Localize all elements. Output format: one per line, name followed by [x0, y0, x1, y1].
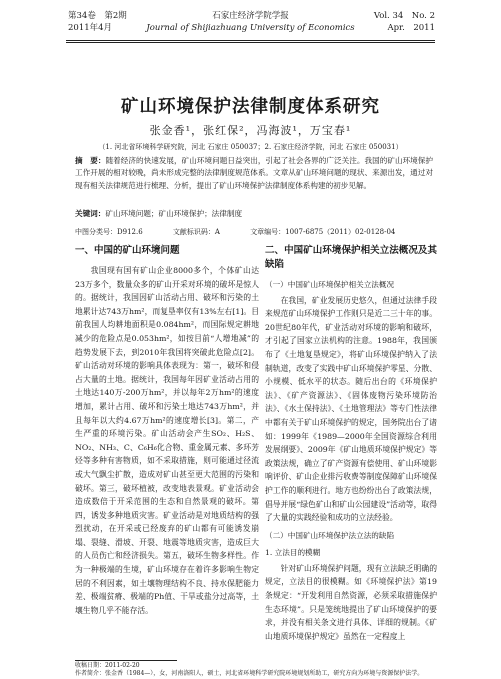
header-rule-thin	[66, 42, 435, 43]
section-2-heading: 二、中国矿山环境保护相关立法概况及其缺陷	[265, 245, 437, 270]
article-no: 文章编号：1007-6875（2011）02-0128-04	[250, 228, 396, 236]
authors: 张金香¹，张红保²，冯海波¹，万宝春¹	[149, 124, 352, 137]
running-header	[0, 0, 501, 40]
abstract-text: 随着经济的快速发展，矿山环境问题日益突出，引起了社会各界的广泛关注。我国的矿山环境保护工作开展的相对较晚，尚未形成完整的法律制度规范体系。文章从矿山环境问题的现状、来源出发，通过对现有相关法律规范进行梳理、分析，提出了矿山环境保护法律制度体系构建的初步见解。	[75, 156, 434, 190]
class-no: 中图分类号：D912.6	[75, 228, 143, 236]
header-rule	[66, 40, 435, 41]
section-1-heading: 一、中国的矿山环境问题	[75, 245, 180, 256]
date-cn: 2011年4月	[68, 23, 113, 33]
journal-en: Journal of Shijiazhuang University of Economics	[146, 23, 355, 33]
right-column	[265, 244, 437, 643]
footnote-rule	[75, 660, 177, 661]
subsection-1-heading: （一）中国矿山环境保护相关立法概况	[265, 280, 395, 289]
subsection-2-heading: （二）中国矿山环境保护法立法的缺陷	[265, 530, 395, 540]
date-en: Apr. 2011	[387, 23, 435, 33]
vol-issue-en: Vol. 34 No. 2	[373, 11, 435, 21]
subsection-1-paragraph: 在我国，矿业发展历史悠久，但通过法律手段来规范矿山环境保护工作则只是近二三十年的事。20世纪80年代，矿业活动对环境的影响和破坏，才引起了国家立法机构的注意。1988年，我国颁布了《土地复垦规定》，将矿山环境保护纳入了法制轨道，改变了实践中矿山环境保护零星、分散、小规模、低水平的状态。随后出台的《环境保护法》、《矿产资源法》、《固体废物污染环境防治法》、《水土保持法》、《土地管理法》等专门性法律中都有关于矿山环境保护的规定，国务院出台了诸如：1999年《1989—2000年全国资源综合利用发展纲要》、2009年《矿山地质环境保护规定》等政策法规，确立了矿产资源有偿使用、矿山环境影响评价、矿山企业排污收费等制度保障矿山环境保护工作的顺利进行。地方也纷纷出台了政策法规，倡导并展“绿色矿山和矿山公园建设”活动等，取得了大量的实践经验和成功的立法经验。	[265, 295, 437, 523]
subsection-2-1-heading: 1. 立法目的模糊	[265, 548, 321, 558]
author-bio: 作者简介：张金香（1984—），女，河南洛阳人，硕士，河北省环境科学研究院环境规划所助工，研究方向为环境与资源保护法学。	[75, 670, 424, 677]
header-right	[374, 10, 435, 34]
keywords-text: 矿山环境问题；矿山环境保护；法律制度	[105, 209, 243, 218]
subsection-2-1-paragraph: 针对矿山环境保护问题，现有立法缺乏明确的规定，立法目的很模糊。如《环境保护法》第19条规定：“开发利用自然资源，必须采取措施保护生态环境”。只是笼统地提出了矿山环境保护的要求，并没有相关条文进行具体、详细的规制。《矿山地质环境保护规定》虽然在一定程度上	[265, 563, 437, 641]
footnote	[75, 662, 435, 678]
classification-line	[75, 227, 433, 237]
received-date: 收稿日期：2011-02-20	[75, 662, 140, 669]
abstract-label: 摘 要：	[75, 156, 106, 165]
doc-code: 文献标识码：A	[172, 228, 220, 236]
paper-title: 矿山环境保护法律制度体系研究	[121, 97, 380, 117]
affiliation: （1. 河北省环境科学研究院，河北 石家庄 050037；2. 石家庄经济学院，河北 石家庄 050031）	[98, 143, 403, 151]
section-1-paragraph: 我国现有国有矿山企业8000多个，个体矿山达23万多个，数量众多的矿山开采对环境的破坏是惊人的。据统计，我国因矿山活动占用、破坏和污染的土地累计达743万hm²，而复垦率仅有13%左右[1]。目前我国人均耕地面积是0.084hm²，而国际规定耕地减少的危险点是0.053hm²，如按目前“人增地减”的趋势发展下去，到2010年我国将突破此危险点[2]。矿山活动对环境的影响具体表现为：第一，破坏和侵占大量的土地。据统计，我国每年因矿业活动占用的土地达140万-200万hm²，并以每年2万hm²的速度增加，累计占用、破坏和污染土地达743万hm²，并且每年以大约4.67万hm²的速度增长[3]。第二，产生严重的环境污染。矿山活动会产生SO₂、H₂S、NO₂、NH₃、C、C₆H₆化合物、重金属元素、多环芳烃等多种有害物质，如不采取措施，则可能通过径流或大气飘尘扩散，造成对矿山甚至更大范围的污染和破坏。第三，破坏植被，改变地表景观。矿业活动会造成数倍于开采范围的生态和自然景观的破坏。第四，诱发多种地质灾害。矿业活动是对地质结构的强烈扰动，在开采或已经废弃的矿山都有可能诱发崩塌、裂缝、滑坡、开裂、地震等地质灾害，造成巨大的人员伤亡和经济损失。第五，破坏生物多样性。作为一种极端的生境，矿山环境存在着许多影响生物定居的不利因素，如土壤物理结构不良、持水保肥能力差、极端贫瘠、极端的Ph值、干旱或盐分过高等，土壤生物几乎不能存活。	[75, 266, 259, 615]
abstract	[75, 155, 433, 192]
keywords-label: 关键词：	[75, 209, 106, 218]
journal-cn: 石家庄经济学院学报	[212, 11, 289, 21]
vol-issue-cn: 第34卷 第2期	[68, 11, 127, 21]
keywords	[75, 208, 433, 219]
left-column	[75, 244, 259, 617]
